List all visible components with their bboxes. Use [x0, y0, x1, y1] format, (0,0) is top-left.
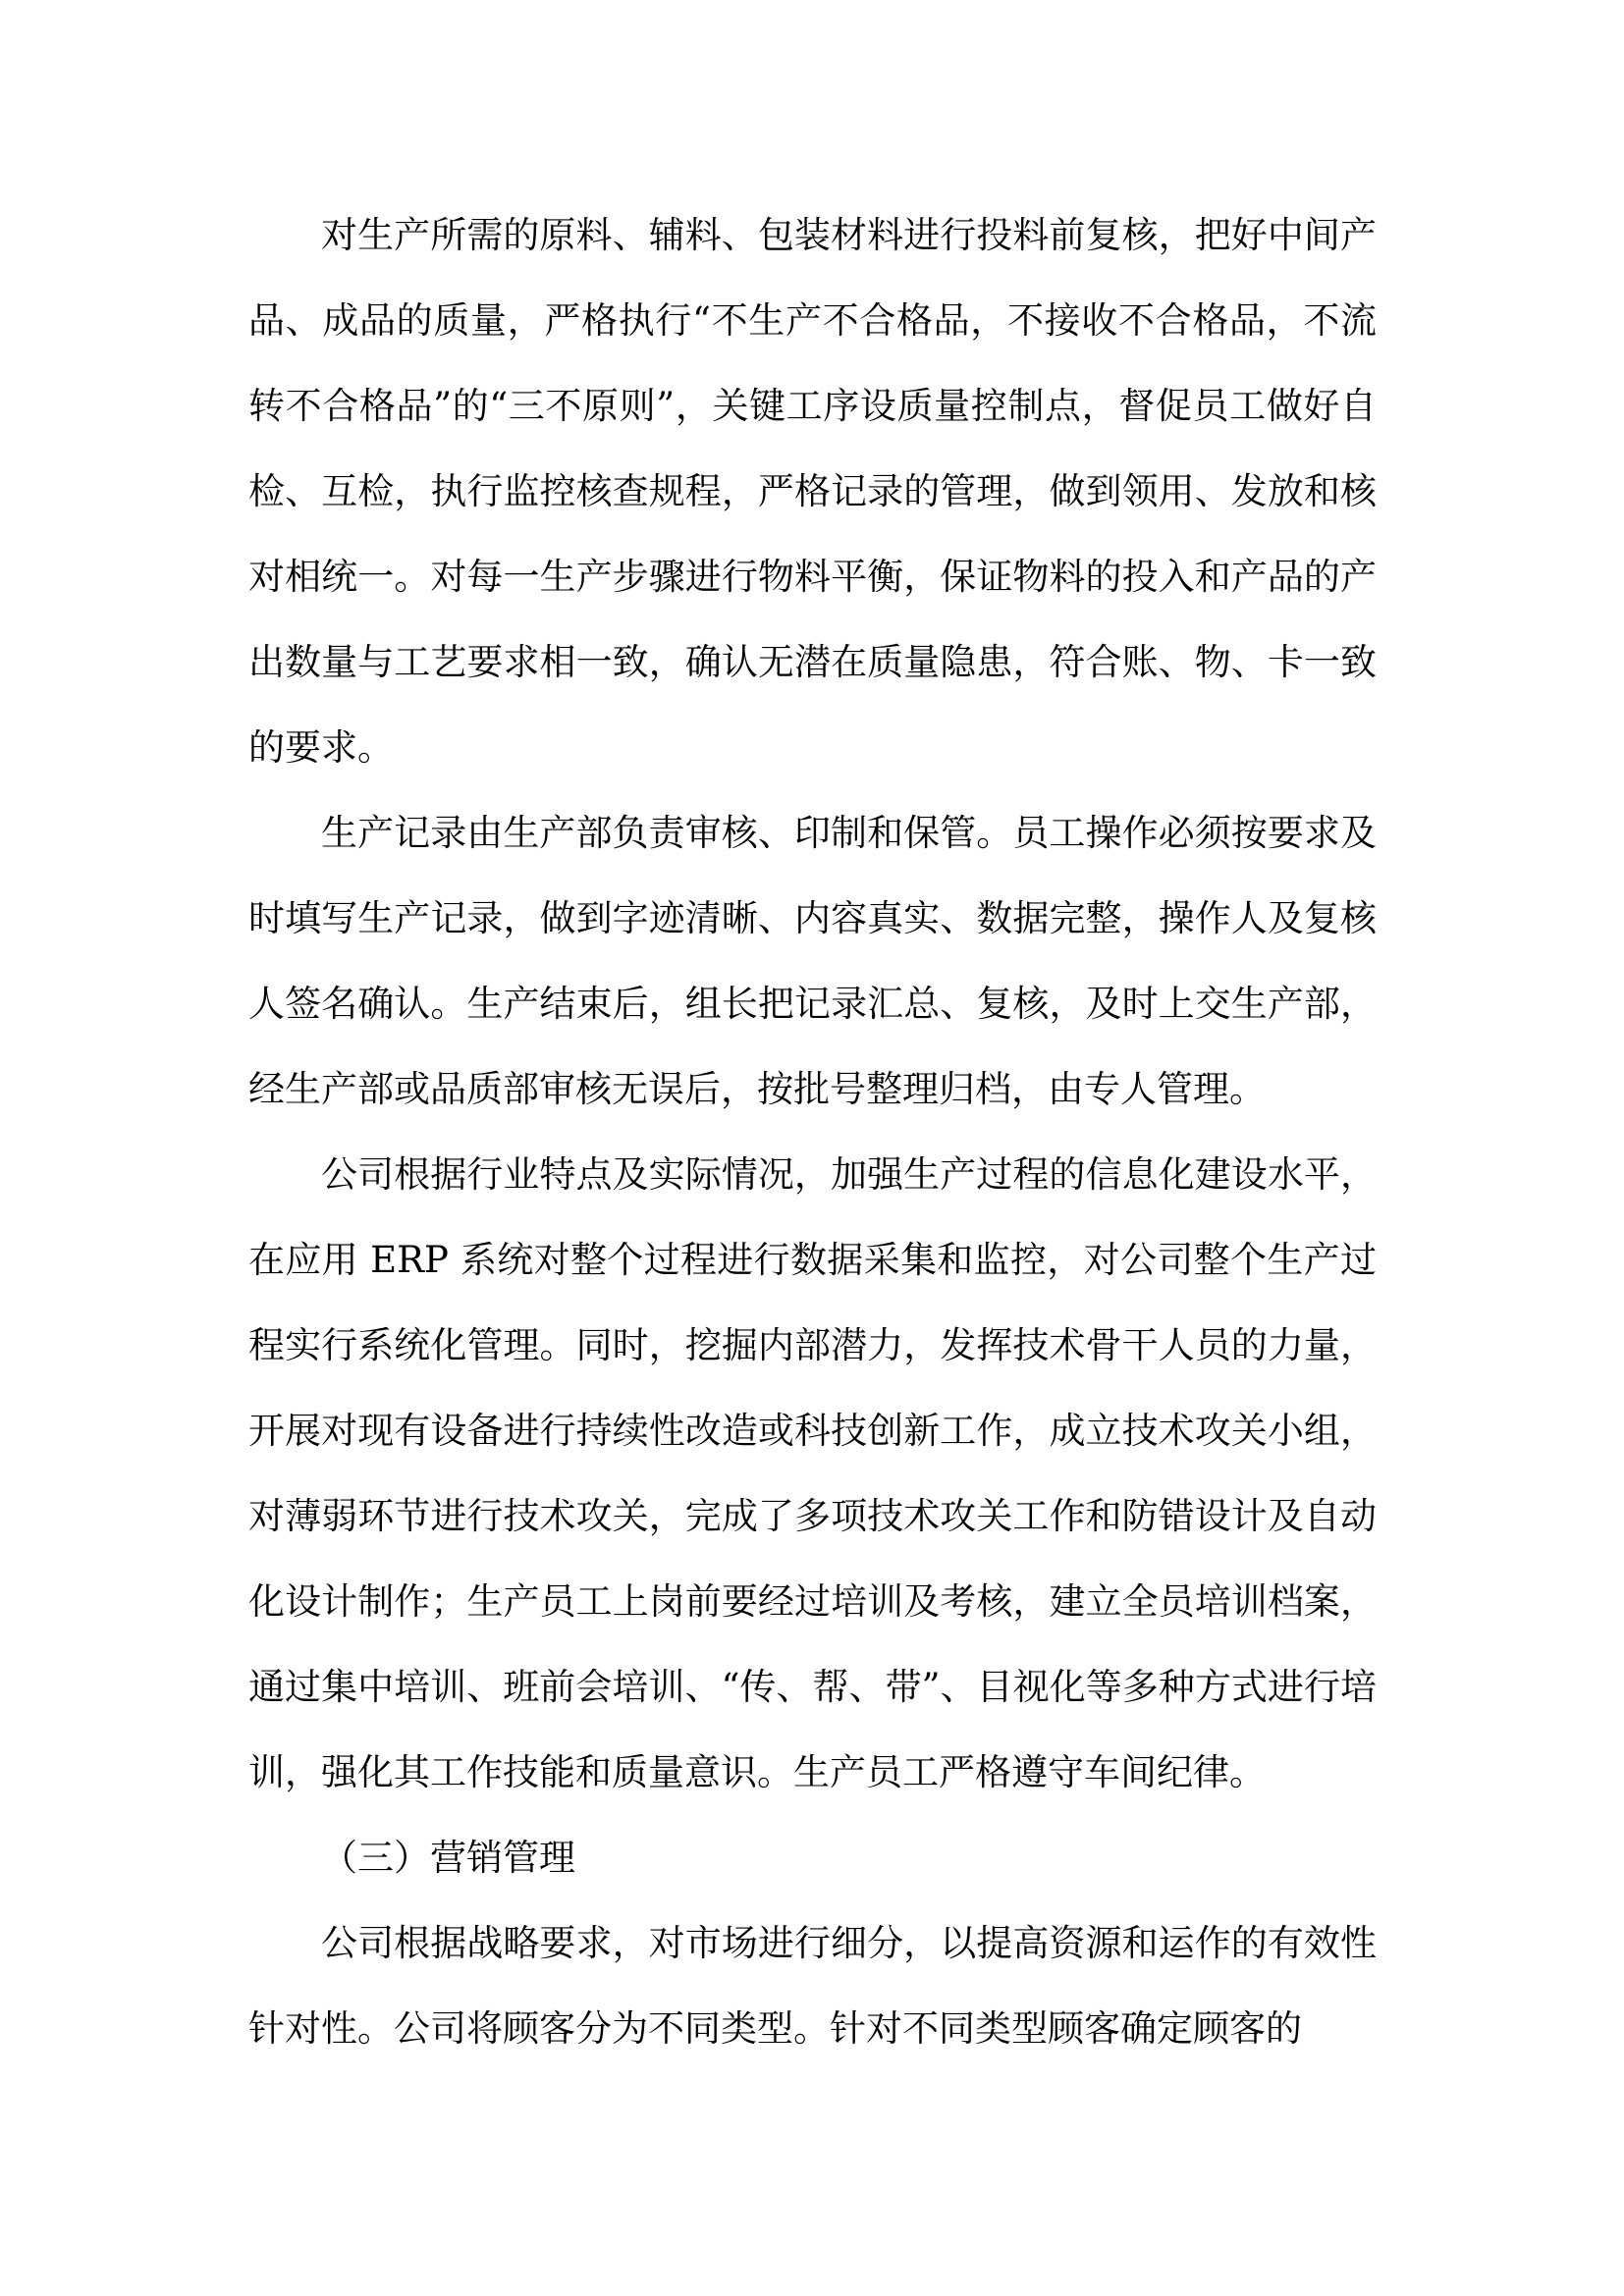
paragraph-production-records: 生产记录由生产部负责审核、印制和保管。员工操作必须按要求及时填写生产记录，做到字迹清晰、内容真实、数据完整，操作人及复核人签名确认。生产结束后，组长把记录汇总、复核，及时上交生产部，经生产部或品质部审核无误后，按批号整理归档，由专人管理。: [248, 812, 1377, 1110]
document-body: [248, 192, 1377, 2071]
paragraph-informatization-and-training: 公司根据行业特点及实际情况，加强生产过程的信息化建设水平，在应用 ERP 系统对整个过程进行数据采集和监控，对公司整个生产过程实行系统化管理。同时，挖掘内部潜力，发挥技术骨干人员的力量，开展对现有设备进行持续性改造或科技创新工作，成立技术攻关小组，对薄弱环节进行技术攻关，完成了多项技术攻关工作和防错设计及自动化设计制作；生产员工上岗前要经过培训及考核，建立全员培训档案，通过集中培训、班前会培训、“传、帮、带”、目视化等多种方式进行培训，强化其工作技能和质量意识。生产员工严格遵守车间纪律。: [248, 1153, 1377, 1793]
paragraph-production-material-check: 对生产所需的原料、辅料、包装材料进行投料前复核，把好中间产品、成品的质量，严格执行“不生产不合格品，不接收不合格品，不流转不合格品”的“三不原则”，关键工序设质量控制点，督促员工做好自检、互检，执行监控核查规程，严格记录的管理，做到领用、发放和核对相统一。对每一生产步骤进行物料平衡，保证物料的投入和产品的产出数量与工艺要求相一致，确认无潜在质量隐患，符合账、物、卡一致的要求。: [248, 214, 1377, 769]
section-heading-marketing-management: （三）营销管理: [321, 1837, 575, 1879]
paragraph-market-segmentation: 公司根据战略要求，对市场进行细分，以提高资源和运作的有效性针对性。公司将顾客分为不同类型。针对不同类型顾客确定顾客的: [248, 1922, 1377, 2050]
